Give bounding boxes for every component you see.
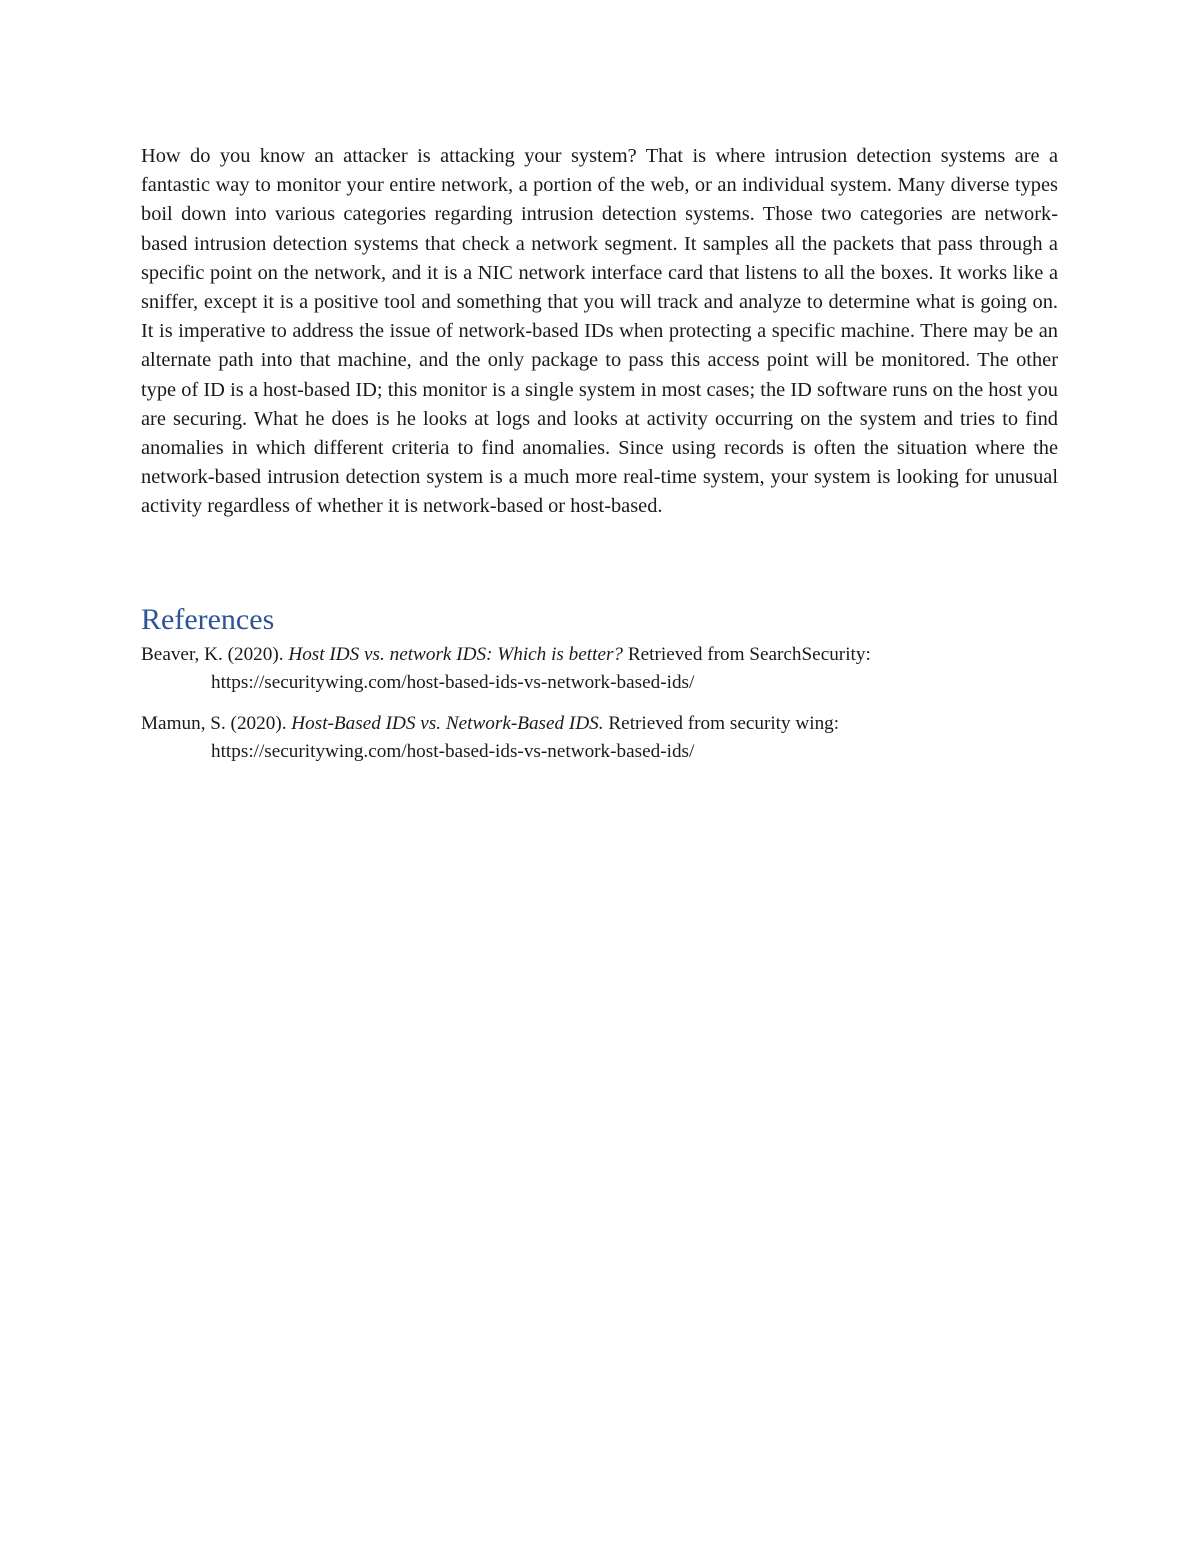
references-heading: References <box>141 603 275 636</box>
reference-retrieved: Retrieved from security wing: <box>608 713 840 734</box>
reference-retrieved: Retrieved from SearchSecurity: <box>627 644 871 665</box>
reference-author-date: Mamun, S. (2020). <box>141 713 287 734</box>
reference-entry <box>141 641 1058 697</box>
reference-url: https://securitywing.com/host-based-ids-vs-network-based-ids/ <box>211 672 695 693</box>
reference-title: Host-Based IDS vs. Network-Based IDS. <box>291 713 604 734</box>
body-paragraph: How do you know an attacker is attacking your system? That is where intrusion detection systems are a fantastic way to monitor your entire network, a portion of the web, or an individual system. Many diverse types boil down into various categories regarding intrusion detection systems. Those two categories are network-based intrusion detection systems that check a network segment. It samples all the packets that pass through a specific point on the network, and it is a NIC network interface card that listens to all the boxes. It works like a sniffer, except it is a positive tool and something that you will track and analyze to determine what is going on. It is imperative to address the issue of network-based IDs when protecting a specific machine. There may be an alternate path into that machine, and the only package to pass this access point will be monitored. The other type of ID is a host-based ID; this monitor is a single system in most cases; the ID software runs on the host you are securing. What he does is he looks at logs and looks at activity occurring on the system and tries to find anomalies in which different criteria to find anomalies. Since using records is often the situation where the network-based intrusion detection system is a much more real-time system, your system is looking for unusual activity regardless of whether it is network-based or host-based. <box>141 145 1058 518</box>
reference-author-date: Beaver, K. (2020). <box>141 644 284 665</box>
reference-entry <box>141 710 1058 766</box>
reference-title: Host IDS vs. network IDS: Which is better? <box>288 644 624 665</box>
reference-list <box>141 641 1058 779</box>
reference-url: https://securitywing.com/host-based-ids-vs-network-based-ids/ <box>211 741 695 762</box>
